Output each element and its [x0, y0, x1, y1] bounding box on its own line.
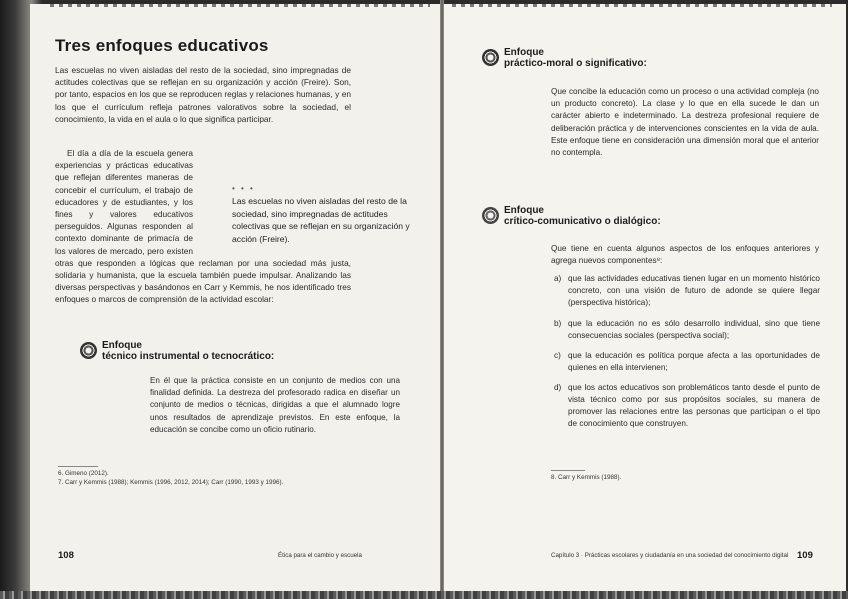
enfoque-critico-intro: Que tiene en cuenta algunos aspectos de los enfoques anteriores y agrega nuevos componentes⁸: — [551, 244, 819, 266]
flower-ornament-icon — [482, 207, 499, 224]
list-item — [554, 318, 820, 342]
footnote-rule — [58, 466, 98, 467]
list-item-label: d) — [554, 383, 562, 392]
body-paragraph-text: El día a día de la escuela genera experiencias y prácticas educativas que reflejan diferentes maneras de concebir el currículum, el trabajo de educadores y de estudiantes, y los fines y valores educativos perseguidos. Algunas responden al contexto dominante de primacía de los valores de mercado, pero existen otras que responden a lógicas que reclaman por una sociedad más justa, solidaria y humanista, que la escuela también puede impulsar. Analizando las diversas perspectivas y basándonos en Carr y Kemmis, he nos identificado tres enfoques o marcos de comprensión de la actividad escolar: — [55, 148, 351, 305]
enfoque-practico-text: Que concibe la educación como un proceso o una actividad compleja (no un producto concreto). La clase y lo que en ella sucede le dan un carácter abierto e indeterminado. La destreza profesional requiere de deliberación práctica y de intervenciones conscientes en la vida de aula. Este enfoque tiene en consideración una dimensión moral que el anterior no contempla. — [551, 87, 819, 158]
flower-ornament-icon — [482, 49, 499, 66]
page-number-left: 108 — [58, 550, 74, 561]
footnote-8: 8. Carr y Kemmis (1988). — [551, 474, 622, 481]
list-item-text: que la educación no es sólo desarrollo individual, sino que tiene consecuencias sociales (perspectiva social); — [568, 319, 820, 340]
enfoque-practico-heading — [482, 47, 812, 73]
enfoque-tecnico-heading — [80, 340, 360, 366]
scan-top-edge-right — [452, 4, 832, 7]
enfoque-subtitle: crítico-comunicativo o dialógico: — [504, 216, 661, 227]
enfoque-tecnico-text: En él que la práctica consiste en un conjunto de medios con una finalidad definida. La destreza del profesorado radica en diseñar un conjunto de medios o técnicas, dirigidas a que el alumnado logre unos resultados de aprendizaje previstos. En este enfoque, la educación se concibe como un oficio rutinario. — [150, 376, 400, 434]
intro-paragraph: Las escuelas no viven aisladas del resto de la sociedad, sino impregnadas de actitudes colectivas que se reflejan en su organización y acción (Freire). Son, por tanto, espacios en los que se reproducen reglas y relaciones humanas, y en los que el currículum refleja patrones valorativos sobre la sociedad, el conocimiento, la vida en el aula o lo que significa participar. — [55, 65, 351, 124]
list-item — [554, 273, 820, 309]
enfoque-label: Enfoque — [504, 47, 544, 58]
list-item — [554, 350, 820, 374]
pull-quote-text: Las escuelas no viven aisladas del resto de la sociedad, sino impregnadas de actitudes colectivas que se reflejan en su organización y acción (Freire). — [232, 196, 410, 244]
scan-top-edge — [50, 4, 430, 7]
list-item-label: c) — [554, 351, 561, 360]
pull-quote — [232, 183, 410, 245]
enfoque-label: Enfoque — [102, 340, 142, 351]
book-gutter — [440, 0, 444, 599]
list-item-text: que los actos educativos son problemáticos tanto desde el punto de vista técnico como por sus propósitos sociales, su manera de promover las relaciones entre las personas que participan o el tipo de conocimiento que construyen. — [568, 383, 820, 428]
enfoque-label: Enfoque — [504, 205, 544, 216]
footnote-6: 6. Gimeno (2012). — [58, 470, 109, 477]
running-head-left: Ética para el cambio y escuela — [278, 552, 362, 559]
list-item — [554, 382, 820, 430]
running-head-right: Capítulo 3 · Prácticas escolares y ciudadanía en una sociedad del conocimiento digital — [551, 552, 789, 559]
page-title: Tres enfoques educativos — [55, 36, 269, 55]
page-number-right: 109 — [797, 550, 813, 561]
footnote-7: 7. Carr y Kemmis (1988); Kemmis (1996, 2012, 2014); Carr (1990, 1993 y 1996). — [58, 479, 284, 486]
list-item-text: que las actividades educativas tienen lugar en un momento histórico concreto, con una visión de futuro de adonde se quiere llegar (perspectiva histórica); — [568, 274, 820, 307]
list-item-text: que la educación es política porque afecta a las oportunidades de quienes en ella intervienen; — [568, 351, 820, 372]
list-item-label: b) — [554, 319, 562, 328]
footnote-rule-right — [551, 470, 585, 471]
enfoque-critico-heading — [482, 205, 812, 231]
flower-ornament-icon — [80, 342, 97, 359]
enfoque-subtitle: práctico-moral o significativo: — [504, 58, 647, 69]
list-item-label: a) — [554, 274, 562, 283]
enfoque-subtitle: técnico instrumental o tecnocrático: — [102, 351, 275, 362]
scan-bottom-edge — [0, 591, 848, 599]
pull-quote-dots: • • • — [232, 184, 255, 193]
